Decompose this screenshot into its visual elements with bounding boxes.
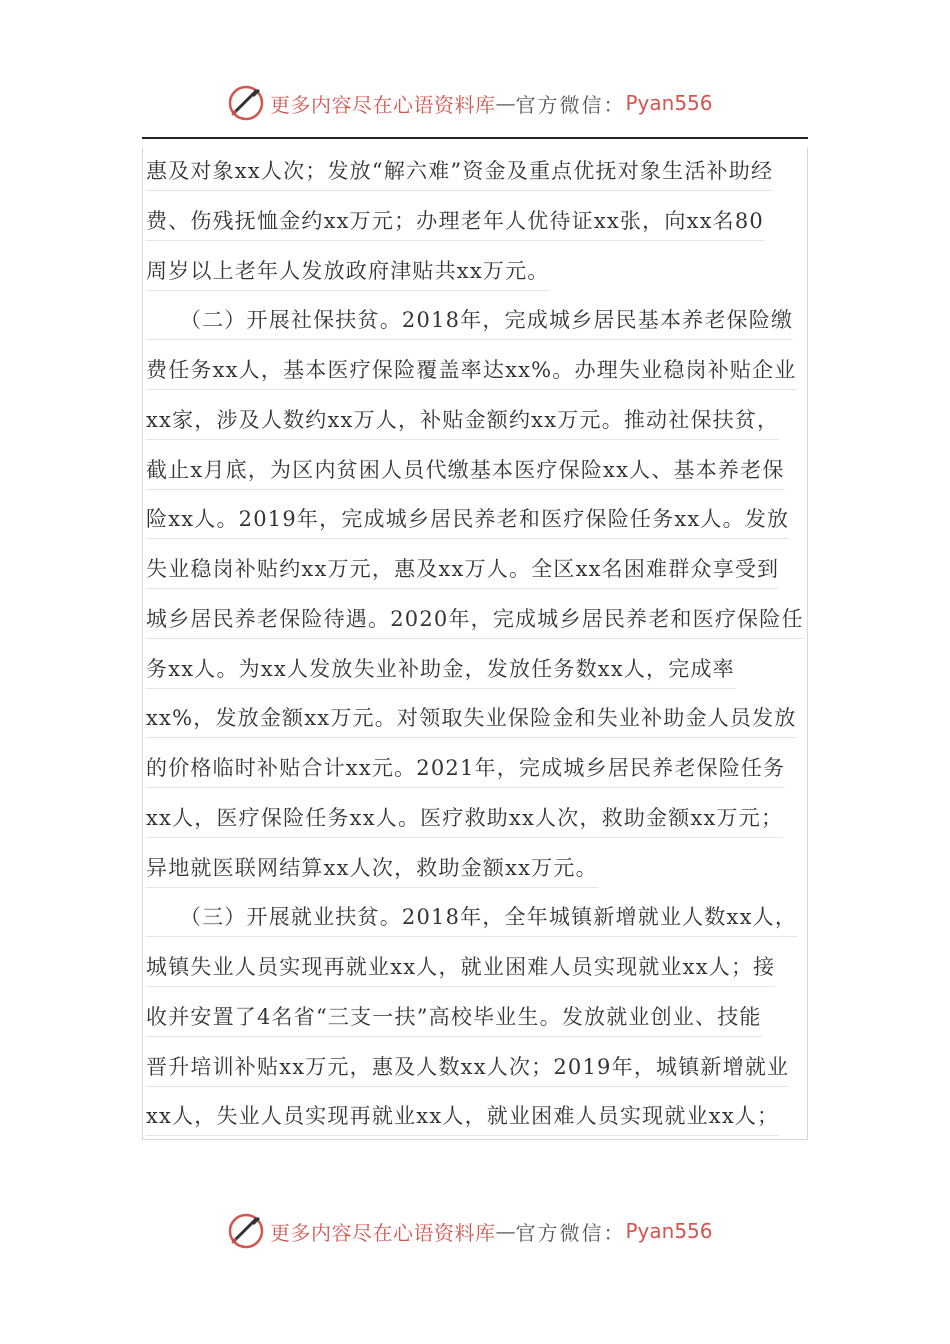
footer-official-label: 官方微信： [515, 1220, 626, 1245]
footer-wechat-id: Pyan556 [625, 1219, 713, 1243]
body-line: xx家，涉及人数约xx万人，补贴金额约xx万元。推动社保扶贫， [146, 401, 779, 440]
footer-banner [226, 1208, 746, 1254]
body-line: 的价格临时补贴合计xx元。2021年，完成城乡居民养老保险任务 [146, 749, 785, 788]
body-line: 城镇失业人员实现再就业xx人，就业困难人员实现就业xx人；接 [146, 948, 775, 987]
document-body-frame [142, 147, 808, 1140]
header-dash: — [495, 91, 516, 115]
footer-brand-text: 更多内容尽在心语资料库 [270, 1220, 496, 1245]
body-line: 城乡居民养老保险待遇。2020年，完成城乡居民养老和医疗保险任 [146, 600, 804, 639]
header-official-label: 官方微信： [515, 92, 626, 117]
body-line: 异地就医联网结算xx人次，救助金额xx万元。 [146, 849, 598, 888]
header-banner [226, 80, 746, 126]
body-line: 周岁以上老年人发放政府津贴共xx万元。 [146, 252, 550, 291]
body-line: （三）开展就业扶贫。2018年，全年城镇新增就业人数xx人， [146, 898, 797, 937]
body-line: 务xx人。为xx人发放失业补助金，发放任务数xx人，完成率 [146, 650, 735, 689]
body-line: 险xx人。2019年，完成城乡居民养老和医疗保险任务xx人。发放 [146, 500, 789, 539]
body-line: 费、伤残抚恤金约xx万元；办理老年人优待证xx张，向xx名80 [146, 202, 764, 241]
body-line: xx人，失业人员实现再就业xx人，就业困难人员实现就业xx人； [146, 1097, 779, 1136]
body-line: 截止x月底，为区内贫困人员代缴基本医疗保险xx人、基本养老保 [146, 451, 785, 490]
pen-logo-icon [226, 83, 266, 123]
pen-logo-icon [226, 1211, 266, 1251]
footer-dash: — [495, 1219, 516, 1243]
body-line: 费任务xx人，基本医疗保险覆盖率达xx%。办理失业稳岗补贴企业 [146, 351, 797, 390]
body-line: 收并安置了4名省“三支一扶”高校毕业生。发放就业创业、技能 [146, 998, 762, 1037]
body-line: xx%，发放金额xx万元。对领取失业保险金和失业补助金人员发放 [146, 699, 797, 738]
header-brand-text: 更多内容尽在心语资料库 [270, 92, 496, 117]
body-line: 晋升培训补贴xx万元，惠及人数xx人次；2019年，城镇新增就业 [146, 1048, 789, 1087]
body-line: xx人，医疗保险任务xx人。医疗救助xx人次，救助金额xx万元； [146, 799, 783, 838]
header-rule [142, 137, 808, 139]
body-line: 惠及对象xx人次；发放“解六难”资金及重点优抚对象生活补助经 [146, 152, 773, 191]
body-line: （二）开展社保扶贫。2018年，完成城乡居民基本养老保险缴 [146, 301, 793, 340]
body-line: 失业稳岗补贴约xx万元，惠及xx万人。全区xx名困难群众享受到 [146, 550, 779, 589]
header-wechat-id: Pyan556 [625, 91, 713, 115]
